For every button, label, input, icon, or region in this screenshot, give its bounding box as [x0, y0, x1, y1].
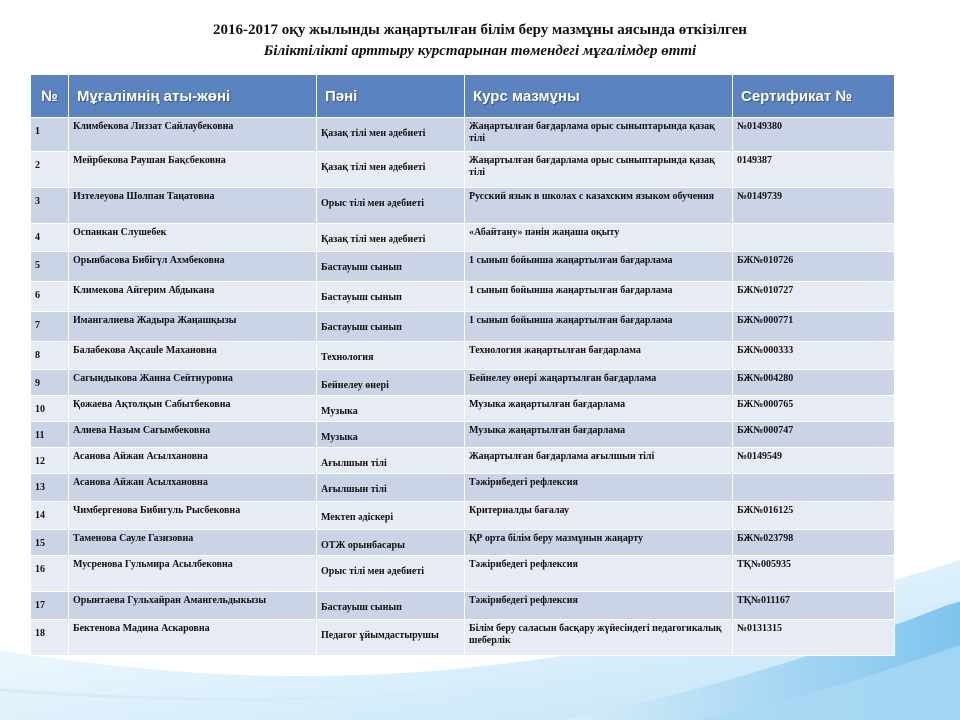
table-row [31, 370, 895, 396]
cell-number: 8 [31, 342, 69, 370]
table-header-row [31, 75, 895, 118]
cell-teacher-name: Алиева Назым Сагымбековна [69, 422, 317, 448]
cell-course: Музыка жаңартылған бағдарлама [465, 396, 733, 422]
cell-teacher-name: Сагындыкова Жанна Сейтнуровна [69, 370, 317, 396]
cell-teacher-name: Таменова Сауле Газизовна [69, 530, 317, 556]
cell-subject: Қазақ тілі мен әдебиеті [317, 224, 465, 252]
cell-certificate: БЖ№023798 [733, 530, 895, 556]
cell-teacher-name: Чимбергенова Бибигуль Рысбековна [69, 502, 317, 530]
cell-certificate: БЖ№000747 [733, 422, 895, 448]
cell-number: 4 [31, 224, 69, 252]
cell-subject: Қазақ тілі мен әдебиеті [317, 118, 465, 152]
table-row [31, 312, 895, 342]
cell-certificate: БЖ№010727 [733, 282, 895, 312]
cell-certificate: ТҚ№005935 [733, 556, 895, 592]
cell-certificate: БЖ№004280 [733, 370, 895, 396]
cell-certificate [733, 224, 895, 252]
cell-teacher-name: Климекова Айгерим Абдыкана [69, 282, 317, 312]
cell-course: Тәжірибедегі рефлексия [465, 592, 733, 620]
cell-course: 1 сынып бойынша жаңартылған бағдарлама [465, 282, 733, 312]
cell-course: Жаңартылған бағдарлама ағылшын тілі [465, 448, 733, 474]
table-row [31, 620, 895, 656]
cell-number: 13 [31, 474, 69, 502]
cell-teacher-name: Мусренова Гульмира Асылбековна [69, 556, 317, 592]
title-line-2: Біліктілікті арттыру курстарынан төмендегі мұғалімдер өтті [263, 43, 697, 59]
cell-number: 1 [31, 118, 69, 152]
cell-teacher-name: Мейрбекова Раушан Бақсбековна [69, 152, 317, 188]
cell-number: 10 [31, 396, 69, 422]
cell-teacher-name: Асанова Айжан Асылхановна [69, 448, 317, 474]
title-line-1: 2016-2017 оқу жылынды жаңартылған білім беру мазмұны аясында өткізілген [213, 22, 747, 38]
cell-course: Бейнелеу өнері жаңартылған бағдарлама [465, 370, 733, 396]
cell-certificate: №0149549 [733, 448, 895, 474]
table-row [31, 530, 895, 556]
table-row [31, 474, 895, 502]
cell-course: Білім беру саласын басқару жүйесіндегі педагогикалық шеберлік [465, 620, 733, 656]
cell-certificate: БЖ№000765 [733, 396, 895, 422]
cell-course: Критериалды бағалау [465, 502, 733, 530]
column-header-course: Курс мазмұны [465, 75, 733, 118]
cell-teacher-name: Асанова Айжан Асылхановна [69, 474, 317, 502]
cell-certificate: БЖ№000771 [733, 312, 895, 342]
cell-subject: Ағылшын тілі [317, 474, 465, 502]
cell-number: 6 [31, 282, 69, 312]
cell-course: ҚР орта білім беру мазмұнын жаңарту [465, 530, 733, 556]
cell-certificate: БЖ№010726 [733, 252, 895, 282]
cell-course: Тәжірибедегі рефлексия [465, 556, 733, 592]
table-row [31, 252, 895, 282]
table-row [31, 224, 895, 252]
cell-subject: Педагог ұйымдастырушы [317, 620, 465, 656]
cell-certificate: ТҚ№011167 [733, 592, 895, 620]
cell-course: 1 сынып бойынша жаңартылған бағдарлама [465, 312, 733, 342]
table-body [31, 118, 895, 656]
cell-course: Жаңартылған бағдарлама орыс сыныптарында қазақ тілі [465, 118, 733, 152]
cell-subject: Бастауыш сынып [317, 282, 465, 312]
table-row [31, 188, 895, 224]
table-row [31, 592, 895, 620]
cell-course: Русский язык в школах с казахским языком обучения [465, 188, 733, 224]
cell-teacher-name: Балабекова Ақсаule Махановна [69, 342, 317, 370]
cell-teacher-name: Климбекова Лиззат Сайлаубековна [69, 118, 317, 152]
cell-number: 12 [31, 448, 69, 474]
cell-number: 16 [31, 556, 69, 592]
column-header-name: Мұғалімнің аты-жөні [69, 75, 317, 118]
cell-teacher-name: Бектенова Мадина Аскаровна [69, 620, 317, 656]
cell-number: 17 [31, 592, 69, 620]
table-row [31, 396, 895, 422]
cell-subject: Бастауыш сынып [317, 312, 465, 342]
cell-certificate: №0131315 [733, 620, 895, 656]
cell-subject: Технология [317, 342, 465, 370]
cell-certificate: 0149387 [733, 152, 895, 188]
cell-subject: Мектеп әдіскері [317, 502, 465, 530]
cell-course: Тәжірибедегі рефлексия [465, 474, 733, 502]
cell-subject: Қазақ тілі мен әдебиеті [317, 152, 465, 188]
column-header-number: № [31, 75, 69, 118]
column-header-certificate: Сертификат № [733, 75, 895, 118]
cell-certificate: №0149739 [733, 188, 895, 224]
cell-subject: Орыс тілі мен әдебиеті [317, 188, 465, 224]
table-row [31, 502, 895, 530]
table-row [31, 448, 895, 474]
cell-subject: Бастауыш сынып [317, 592, 465, 620]
cell-subject: Орыс тілі мен әдебиеті [317, 556, 465, 592]
cell-number: 5 [31, 252, 69, 282]
cell-number: 11 [31, 422, 69, 448]
cell-subject: Музыка [317, 396, 465, 422]
cell-number: 3 [31, 188, 69, 224]
table-row [31, 282, 895, 312]
cell-certificate: №0149380 [733, 118, 895, 152]
cell-subject: Бейнелеу өнері [317, 370, 465, 396]
table-row [31, 118, 895, 152]
cell-teacher-name: Оспанкан Слушебек [69, 224, 317, 252]
cell-number: 14 [31, 502, 69, 530]
cell-teacher-name: Имангалиева Жадыра Жаңашқызы [69, 312, 317, 342]
page-title [0, 20, 960, 62]
cell-course: 1 сынып бойынша жаңартылған бағдарлама [465, 252, 733, 282]
teachers-table [30, 74, 895, 656]
table-row [31, 342, 895, 370]
cell-number: 7 [31, 312, 69, 342]
cell-teacher-name: Орынбасова Бибігүл Ахмбековна [69, 252, 317, 282]
cell-number: 18 [31, 620, 69, 656]
cell-teacher-name: Орынтаева Гульхайран Амангельдыкызы [69, 592, 317, 620]
cell-number: 9 [31, 370, 69, 396]
cell-certificate: БЖ№000333 [733, 342, 895, 370]
cell-subject: Бастауыш сынып [317, 252, 465, 282]
table-row [31, 556, 895, 592]
cell-number: 2 [31, 152, 69, 188]
cell-certificate: БЖ№016125 [733, 502, 895, 530]
cell-number: 15 [31, 530, 69, 556]
cell-course: Жаңартылған бағдарлама орыс сыныптарында қазақ тілі [465, 152, 733, 188]
cell-subject: Ағылшын тілі [317, 448, 465, 474]
cell-certificate [733, 474, 895, 502]
column-header-subject: Пәні [317, 75, 465, 118]
cell-subject: ОТЖ орынбасары [317, 530, 465, 556]
table-row [31, 422, 895, 448]
cell-course: Музыка жаңартылған бағдарлама [465, 422, 733, 448]
cell-subject: Музыка [317, 422, 465, 448]
cell-course: Технология жаңартылған бағдарлама [465, 342, 733, 370]
cell-teacher-name: Қожаева Ақтолқын Сабытбековна [69, 396, 317, 422]
cell-teacher-name: Изтелеуова Шолпан Таңатовна [69, 188, 317, 224]
cell-course: «Абайтану» пәнін жаңаша оқыту [465, 224, 733, 252]
table-row [31, 152, 895, 188]
